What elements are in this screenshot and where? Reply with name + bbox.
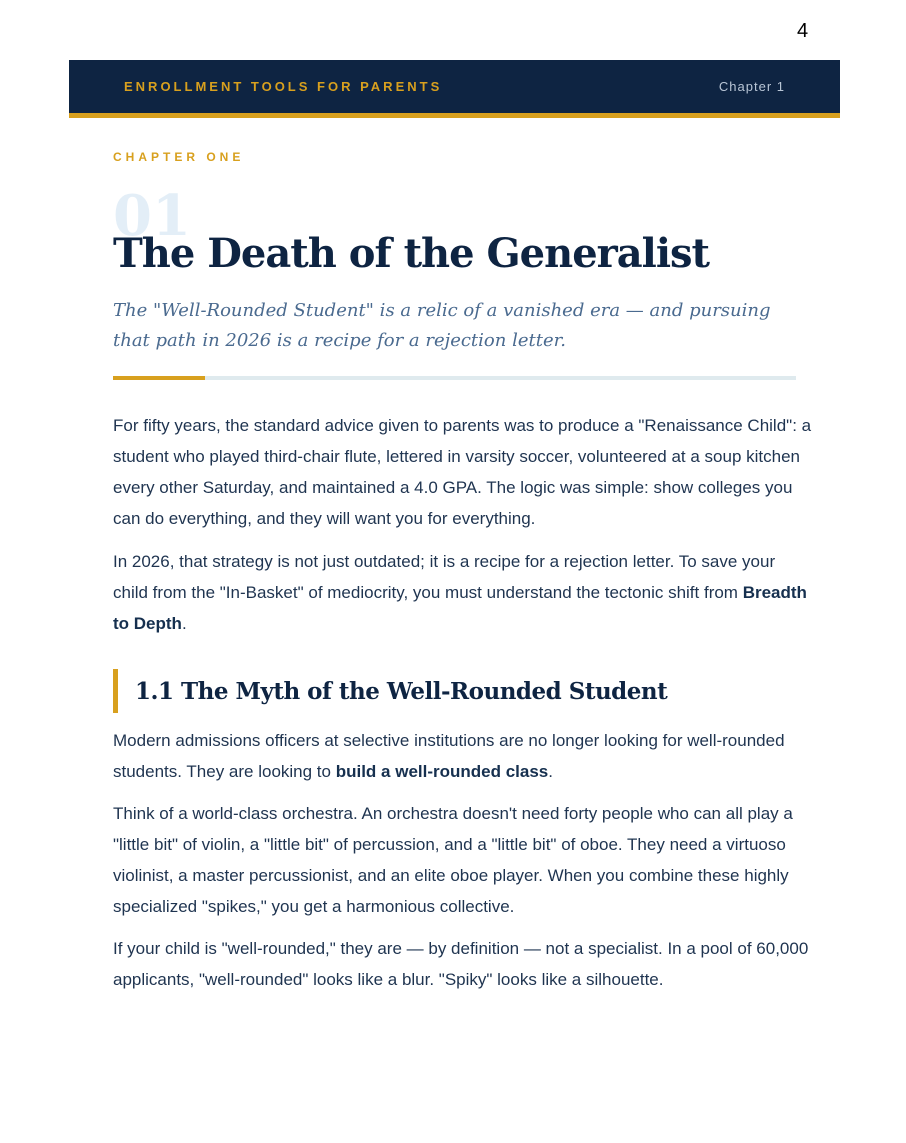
header-title: ENROLLMENT TOOLS FOR PARENTS (124, 79, 443, 94)
emphasis-text: Breadth to Depth (113, 583, 807, 633)
running-header (69, 60, 840, 118)
chapter-eyebrow: CHAPTER ONE (113, 150, 245, 164)
body-paragraph (113, 546, 813, 639)
body-paragraph: If your child is "well-rounded," they are — by definition — not a specialist. In a pool of 60,000 applicants, "well-rounded" looks like a blur. "Spiky" looks like a silhouette. (113, 939, 809, 989)
body-paragraph: For fifty years, the standard advice given to parents was to produce a "Renaissance Child": a student who played third-chair flute, lettered in varsity soccer, volunteered at a soup kitchen every other Saturday, and maintained a 4.0 GPA. The logic was simple: show colleges you can do everything, and they will want you for everything. (113, 416, 812, 528)
header-chapter-label: Chapter 1 (718, 79, 785, 94)
body-paragraph (113, 725, 813, 787)
body-paragraph: Think of a world-class orchestra. An orchestra doesn't need forty people who can all play a "little bit" of violin, a "little bit" of percussion, and a "little bit" of oboe. They need a virtuoso violinist, a master percussionist, and an elite oboe player. When you combine these highly specialized "spikes," you get a harmonious collective. (113, 804, 793, 916)
paragraph-text: In 2026, that strategy is not just outdated; it is a recipe for a rejection letter. To save your child from the "In-Basket" of mediocrity, you must understand the tectonic shift from (113, 552, 776, 602)
chapter-title: The Death of the Generalist (113, 230, 710, 277)
chapter-divider-accent (113, 376, 205, 380)
chapter-subtitle: The "Well-Rounded Student" is a relic of a vanished era — and pursuing that path in 2026 is a recipe for a rejection letter. (113, 300, 771, 351)
emphasis-text: build a well-rounded class (335, 762, 549, 781)
page-content (113, 150, 813, 995)
section-heading (113, 669, 813, 713)
paragraph-text: . (181, 614, 187, 633)
chapter-number: 01 (113, 183, 191, 249)
paragraph-text: . (548, 762, 553, 781)
paragraph-text: Modern admissions officers at selective institutions are no longer looking for well-rounded students. They are looking to (113, 731, 785, 781)
page-number: 4 (797, 20, 809, 42)
chapter-divider (113, 376, 796, 380)
section-title: 1.1 The Myth of the Well-Rounded Student (135, 677, 668, 705)
